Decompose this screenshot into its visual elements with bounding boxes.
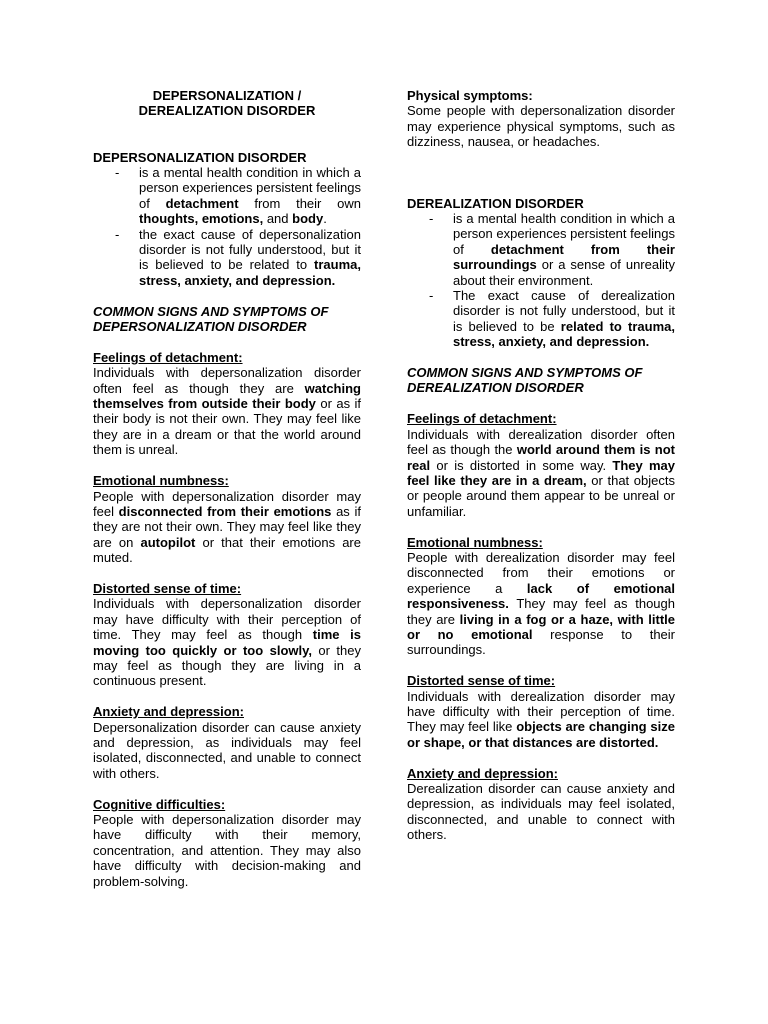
symptom-paragraph: Distorted sense of time: Individuals with depersonalization disorder may have difficulty with their perception of time. They may feel as though time is moving too quickly or too slowly, or they may feel as though they are living in a continuous present. — [93, 580, 361, 689]
right-column — [407, 88, 675, 843]
doc-title-line1: DEPERSONALIZATION / — [152, 88, 302, 103]
bullet-item: - is a mental health condition in which a person experiences persistent feelings of detachment from their own thoughts, emotions, and body. — [115, 165, 361, 227]
section-heading-depersonalization: DEPERSONALIZATION DISORDER — [93, 149, 307, 165]
left-column — [93, 88, 361, 889]
symptom-paragraph: Anxiety and depression: Derealization disorder can cause anxiety and depression, as individuals may feel isolated, disconnected, and unable to connect with others. — [407, 765, 675, 843]
symptom-paragraph: Anxiety and depression: Depersonalization disorder can cause anxiety and depression, as individuals may feel isolated, disconnected, and unable to connect with others. — [93, 704, 361, 781]
depersonalization-definition-list — [93, 165, 361, 288]
doc-title-line2: DEREALIZATION DISORDER — [138, 103, 316, 119]
symptom-paragraph: Distorted sense of time: Individuals with derealization disorder may have difficulty with their perception of time. They may feel like objects are changing size or shape, or that distances are distorted. — [407, 673, 676, 750]
section-heading-derealization: DEREALIZATION DISORDER — [407, 195, 584, 211]
derealization-definition-list — [407, 211, 675, 350]
symptom-paragraph: Emotional numbness: People with derealization disorder may feel disconnected from their emotions or experience a lack of emotional responsiveness. They may feel as though they are living in a fog or a haze, with little or no emotional response to their surroundings. — [407, 534, 676, 658]
symptom-paragraph: Feelings of detachment: Individuals with derealization disorder often feel as though the world around them is not real or is distorted in some way. They may feel like they are in a dream, or that objects or people around them appear to be unreal or unfamiliar. — [407, 411, 675, 519]
physical-symptoms-paragraph: Physical symptoms: Some people with depersonalization disorder may experience physical symptoms, such as dizziness, nausea, or headaches. — [407, 88, 675, 150]
signs-heading: COMMON SIGNS AND SYMPTOMS OF DEREALIZATION DISORDER — [407, 365, 643, 396]
symptom-paragraph: Emotional numbness: People with depersonalization disorder may feel disconnected from their emotions as if they are not their own. They may feel like they are on autopilot or that their emotions are muted. — [93, 473, 361, 566]
bullet-item: - The exact cause of derealization disorder is not fully understood, but it is believed to be related to trauma, stress, anxiety, and depression. — [429, 288, 675, 350]
bullet-item: - the exact cause of depersonalization disorder is not fully understood, but it is believed to be related to trauma, stress, anxiety, and depression. — [115, 226, 361, 288]
bullet-item: - is a mental health condition in which a person experiences persistent feelings of detachment from their surroundings or a sense of unreality about their environment. — [429, 211, 675, 288]
signs-heading: COMMON SIGNS AND SYMPTOMS OF DEPERSONALIZATION DISORDER — [93, 303, 329, 335]
symptom-paragraph: Feelings of detachment: Individuals with depersonalization disorder often feel as though they are watching themselves from outside their body or as if their body is not their own. They may feel like they are in a dream or that the world around them is unreal. — [93, 349, 362, 458]
symptom-paragraph: Cognitive difficulties: People with depersonalization disorder may have difficulty with their memory, concentration, and attention. They may also have difficulty with decision-making and problem-solving. — [93, 796, 361, 889]
